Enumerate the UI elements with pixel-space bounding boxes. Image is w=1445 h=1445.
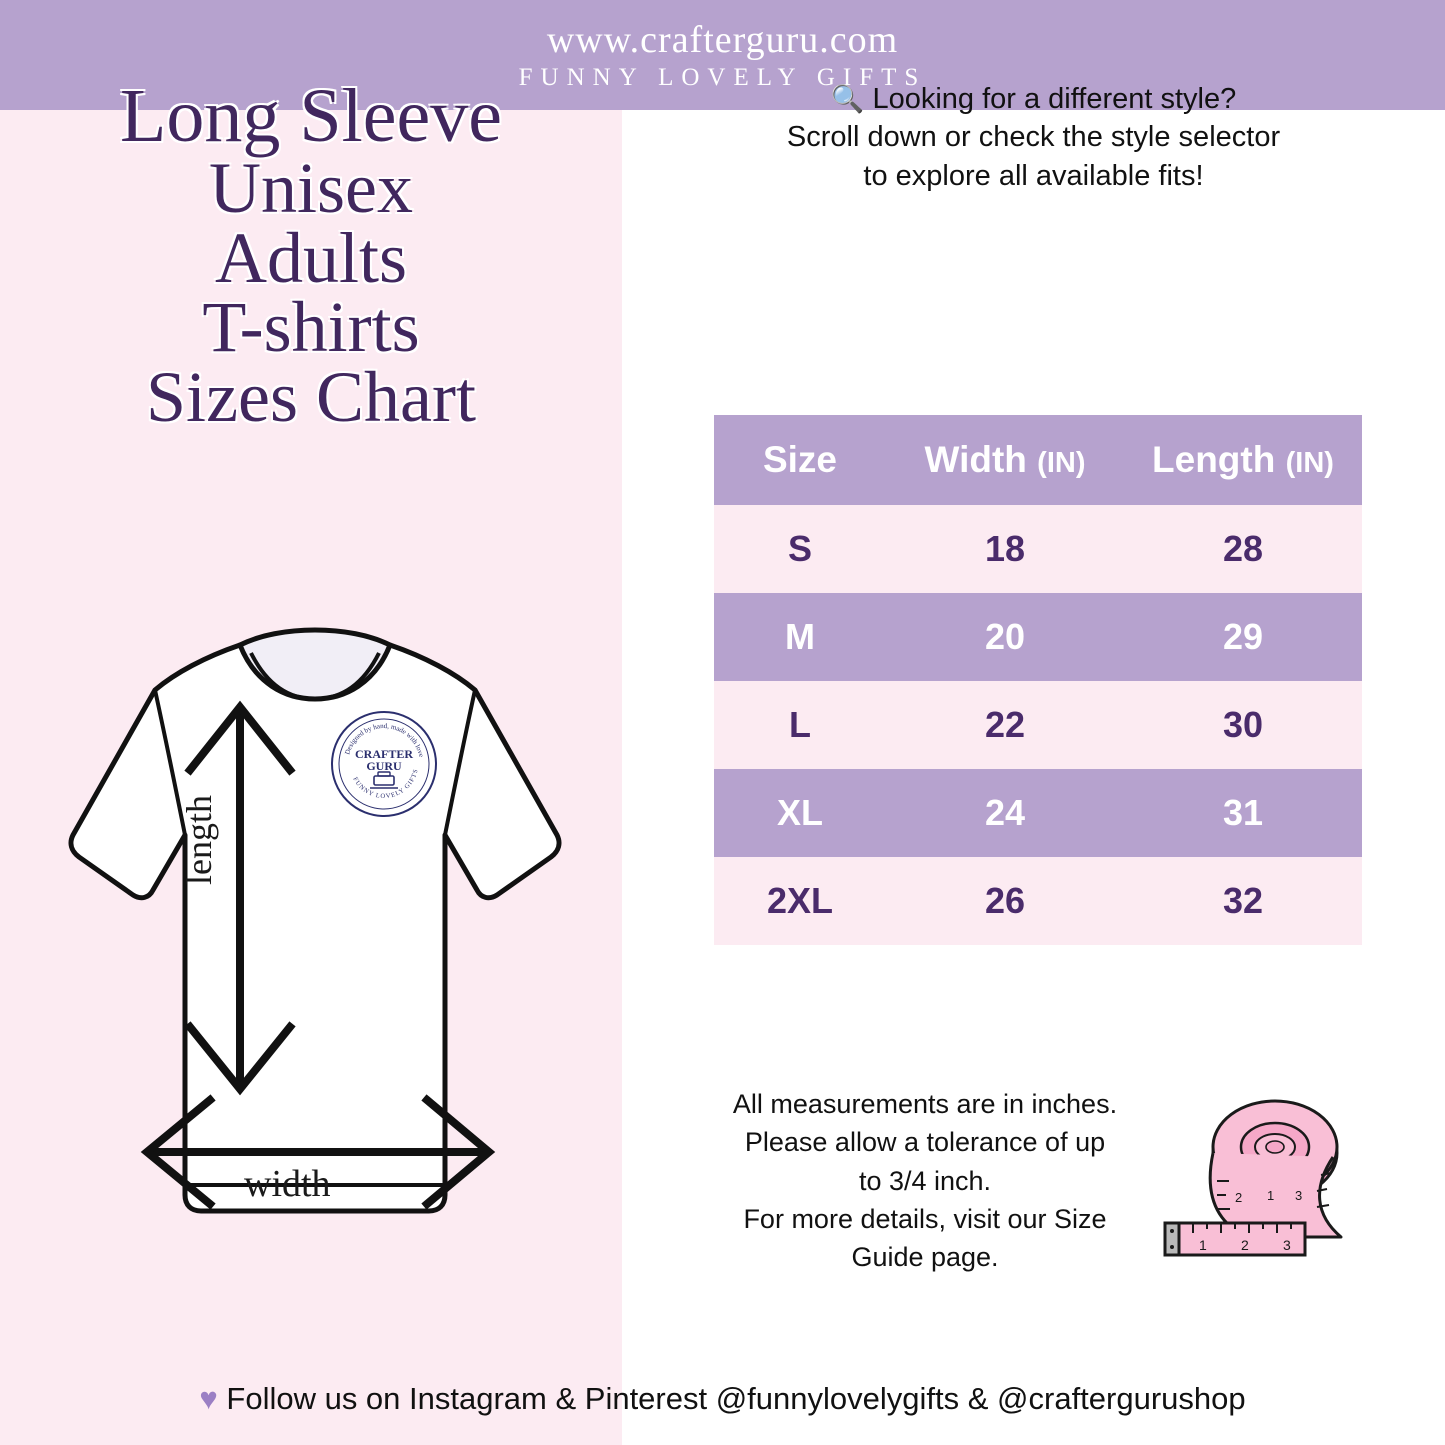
style-note-line-3: to explore all available fits! [863,159,1204,192]
svg-text:1: 1 [1199,1237,1207,1253]
footer-text: Follow us on Instagram & Pinterest @funnylovelygifts & @craftergurushop [226,1381,1246,1416]
measurement-note-line-5: Guide page. [851,1242,999,1273]
width-label: width [244,1163,331,1205]
cell-length: 28 [1222,528,1264,569]
cell-width: 18 [984,528,1026,569]
svg-text:CRAFTER: CRAFTER [354,747,414,761]
crafterguru-logo-badge [330,710,438,818]
table-row [714,593,1362,681]
cell-size: 2XL [766,880,834,921]
svg-text:1: 1 [1267,1188,1275,1203]
svg-text:2: 2 [1235,1190,1243,1205]
svg-text:GURU: GURU [366,759,402,773]
table-row [714,505,1362,593]
header-size: Size [762,439,838,480]
cell-size: L [789,704,811,745]
svg-text:FUNNY LOVELY GIFTS: FUNNY LOVELY GIFTS [351,767,420,801]
svg-text:3: 3 [1295,1188,1303,1203]
table-row [714,857,1362,945]
size-chart-table [714,415,1362,945]
style-note [622,80,1445,195]
cell-length: 32 [1222,880,1264,921]
cell-length: 29 [1222,616,1264,657]
measurement-note-line-1: All measurements are in inches. [732,1089,1118,1119]
style-note-text-1: Looking for a different style? [872,83,1237,115]
cell-size: M [785,616,815,657]
cell-width: 22 [984,704,1026,745]
cell-width: 20 [984,616,1026,657]
table-row [714,681,1362,769]
style-note-line-2: Scroll down or check the style selector [786,121,1281,154]
magnifier-icon: 🔍 [830,84,865,114]
table-row [714,769,1362,857]
title-line-2: Unisex [209,147,413,228]
svg-text:3: 3 [1283,1237,1291,1253]
svg-text:2: 2 [1241,1237,1249,1253]
cell-width: 24 [984,792,1026,833]
cell-size: XL [776,792,823,833]
page-title [0,74,622,438]
brand-tagline: FUNNY LOVELY GIFTS [518,64,927,91]
measurement-note-line-2: Please allow a tolerance of up [744,1127,1106,1158]
header-width-text: Width [924,439,1027,480]
cell-size: S [787,528,812,569]
title-line-1: Long Sleeve [119,74,502,158]
svg-text:Designed by hand, made with lo: Designed by hand, made with love [343,721,426,758]
tape-measure-icon [1155,1095,1370,1275]
header-length [1124,439,1362,481]
measurement-note [700,1085,1150,1277]
style-note-line-1 [622,80,1445,118]
header-width [886,439,1124,481]
title-line-4: T-shirts [202,287,420,368]
measurement-note-line-3: to 3/4 inch. [858,1165,992,1196]
header-width-unit: (IN) [1037,447,1086,479]
cell-length: 31 [1222,792,1264,833]
footer [0,1381,1445,1417]
header-length-text: Length [1152,439,1276,480]
tshirt-illustration [55,595,575,1225]
site-url: www.crafterguru.com [546,19,899,61]
length-label: length [179,795,219,885]
cell-width: 26 [984,880,1026,921]
cell-length: 30 [1222,704,1264,745]
header-length-unit: (IN) [1285,447,1334,479]
table-header-row [714,415,1362,505]
measurement-note-line-4: For more details, visit our Size [743,1203,1107,1234]
title-line-5: Sizes Chart [146,357,476,438]
heart-icon: ♥ [199,1381,218,1416]
title-line-3: Adults [214,217,408,298]
